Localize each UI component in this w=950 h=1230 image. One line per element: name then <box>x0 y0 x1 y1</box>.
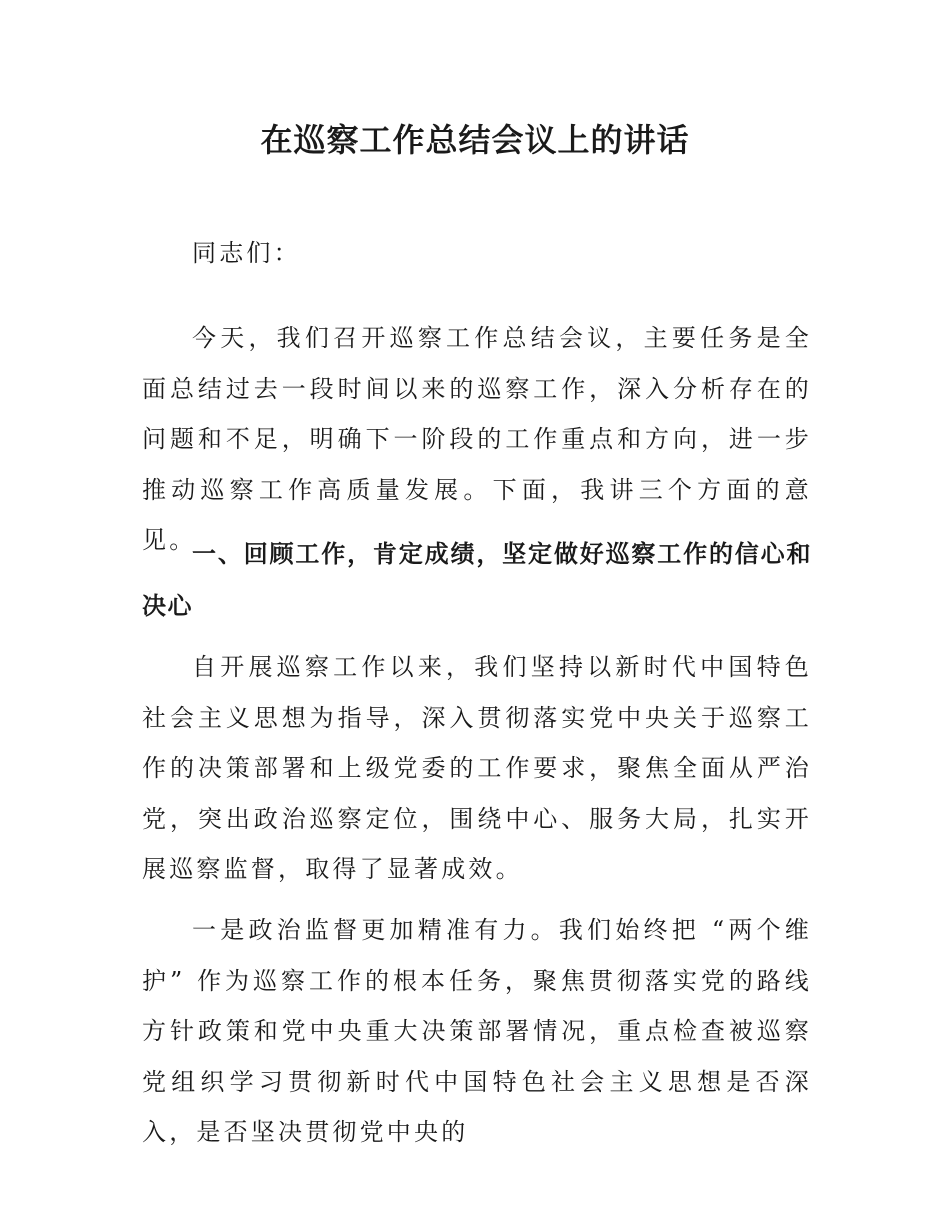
paragraph-political-supervision: 一是政治监督更加精准有力。我们始终把 “两个维护” 作为巡察工作的根本任务，聚焦贯彻落实党的路线方针政策和党中央重大决策部署情况，重点检查被巡察党组织学习贯彻新时代中国特色社会主义思想是否深入，是否坚决贯彻党中央的 <box>142 916 812 1146</box>
greeting: 同志们： <box>192 239 301 267</box>
document-title: 在巡察工作总结会议上的讲话 <box>260 121 690 159</box>
paragraph-intro: 今天，我们召开巡察工作总结会议，主要任务是全面总结过去一段时间以来的巡察工作，深入分析存在的问题和不足，明确下一阶段的工作重点和方向，进一步推动巡察工作高质量发展。下面，我讲三个方面的意见。 <box>142 324 812 554</box>
paragraph-review: 自开展巡察工作以来，我们坚持以新时代中国特色社会主义思想为指导，深入贯彻落实党中央关于巡察工作的决策部署和上级党委的工作要求，聚焦全面从严治党，突出政治巡察定位，围绕中心、服务大局，扎实开展巡察监督，取得了显著成效。 <box>142 653 812 883</box>
section-heading-1: 一、回顾工作，肯定成绩，坚定做好巡察工作的信心和决心 <box>142 540 812 620</box>
